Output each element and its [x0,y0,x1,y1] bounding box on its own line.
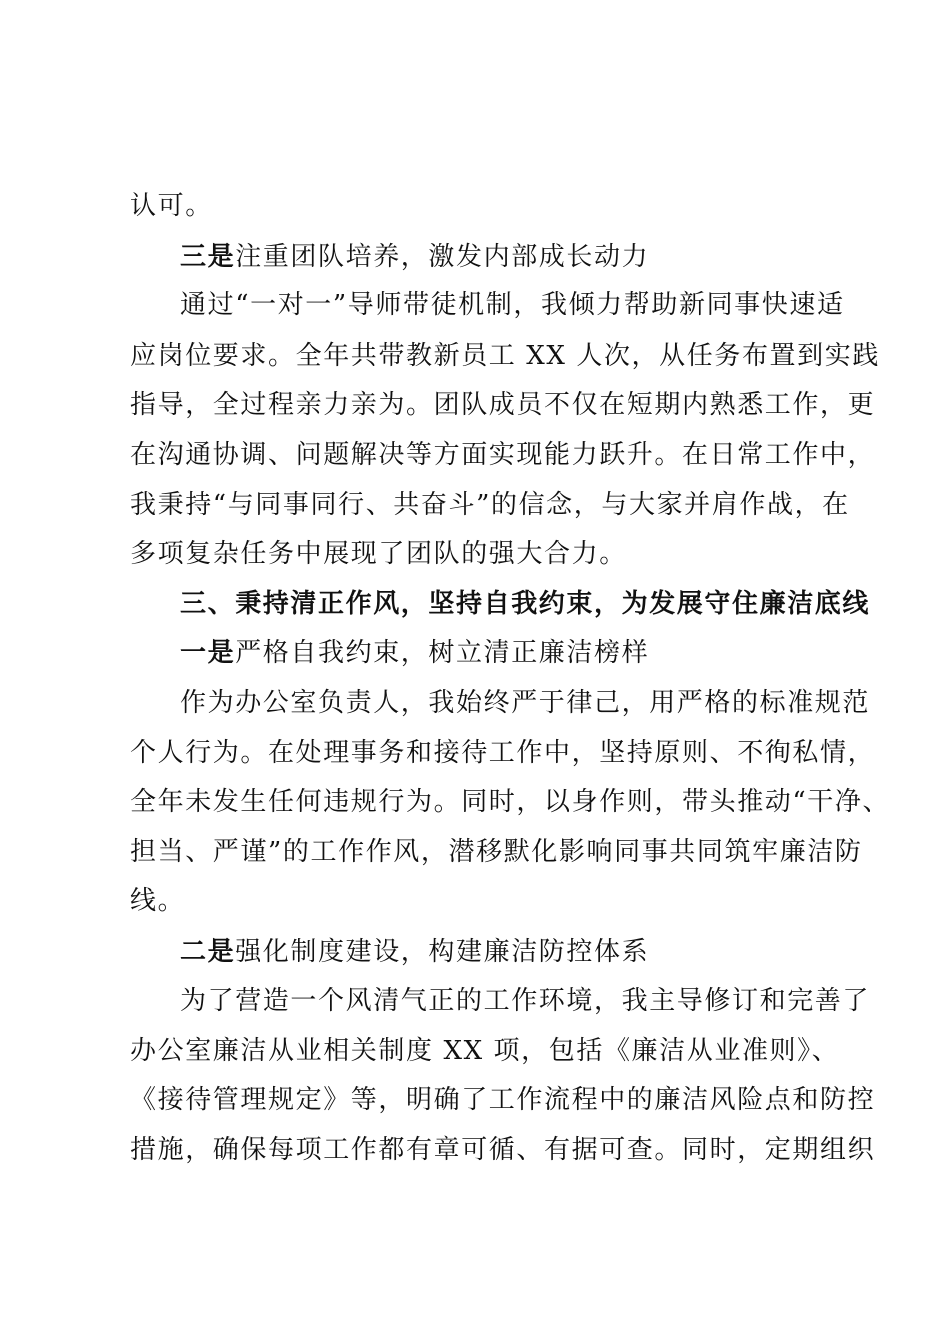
paragraph-line: 认可。 [130,191,213,221]
paragraph-line: 作为办公室负责人，我始终严于律己，用严格的标准规范 [180,688,871,718]
subheading-lead: 一是 [180,638,236,668]
paragraph-line: 个人行为。在处理事务和接待工作中，坚持原则、不徇私情， [130,738,876,768]
subheading-text: 强化制度建设，构建廉洁防控体系 [235,937,650,967]
subheading-2 [180,935,649,969]
paragraph-line: 指导，全过程亲力亲为。团队成员不仅在短期内熟悉工作，更 [130,390,876,420]
paragraph-line: 全年未发生任何违规行为。同时，以身作则，带头推动“干净、 [130,787,891,817]
subheading-text: 严格自我约束，树立清正廉洁榜样 [235,638,650,668]
subheading-text: 注重团队培养，激发内部成长动力 [235,242,650,272]
paragraph-line: 措施，确保每项工作都有章可循、有据可查。同时，定期组织 [130,1135,876,1165]
paragraph-line: 在沟通协调、问题解决等方面实现能力跃升。在日常工作中， [130,440,876,470]
subheading-3 [180,240,649,274]
paragraph-line: 多项复杂任务中展现了团队的强大合力。 [130,539,627,569]
subheading-1 [180,636,649,670]
paragraph-line: 通过“一对一”导师带徒机制，我倾力帮助新同事快速适 [180,290,845,320]
subheading-lead: 三是 [180,242,236,272]
paragraph-line: 为了营造一个风清气正的工作环境，我主导修订和完善了 [180,986,871,1016]
paragraph-line: 线。 [130,886,186,916]
section-heading: 三、秉持清正作风，坚持自我约束，为发展守住廉洁底线 [180,589,871,619]
paragraph-line: 《接待管理规定》等，明确了工作流程中的廉洁风险点和防控 [130,1085,876,1115]
paragraph-line: 我秉持“与同事同行、共奋斗”的信念，与大家并肩作战，在 [130,490,850,520]
subheading-lead: 二是 [180,937,236,967]
paragraph-line: 应岗位要求。全年共带教新员工 XX 人次，从任务布置到实践 [130,341,880,371]
paragraph-line: 担当、严谨”的工作作风，潜移默化影响同事共同筑牢廉洁防 [130,837,863,867]
paragraph-line: 办公室廉洁从业相关制度 XX 项，包括《廉洁从业准则》、 [130,1036,840,1066]
